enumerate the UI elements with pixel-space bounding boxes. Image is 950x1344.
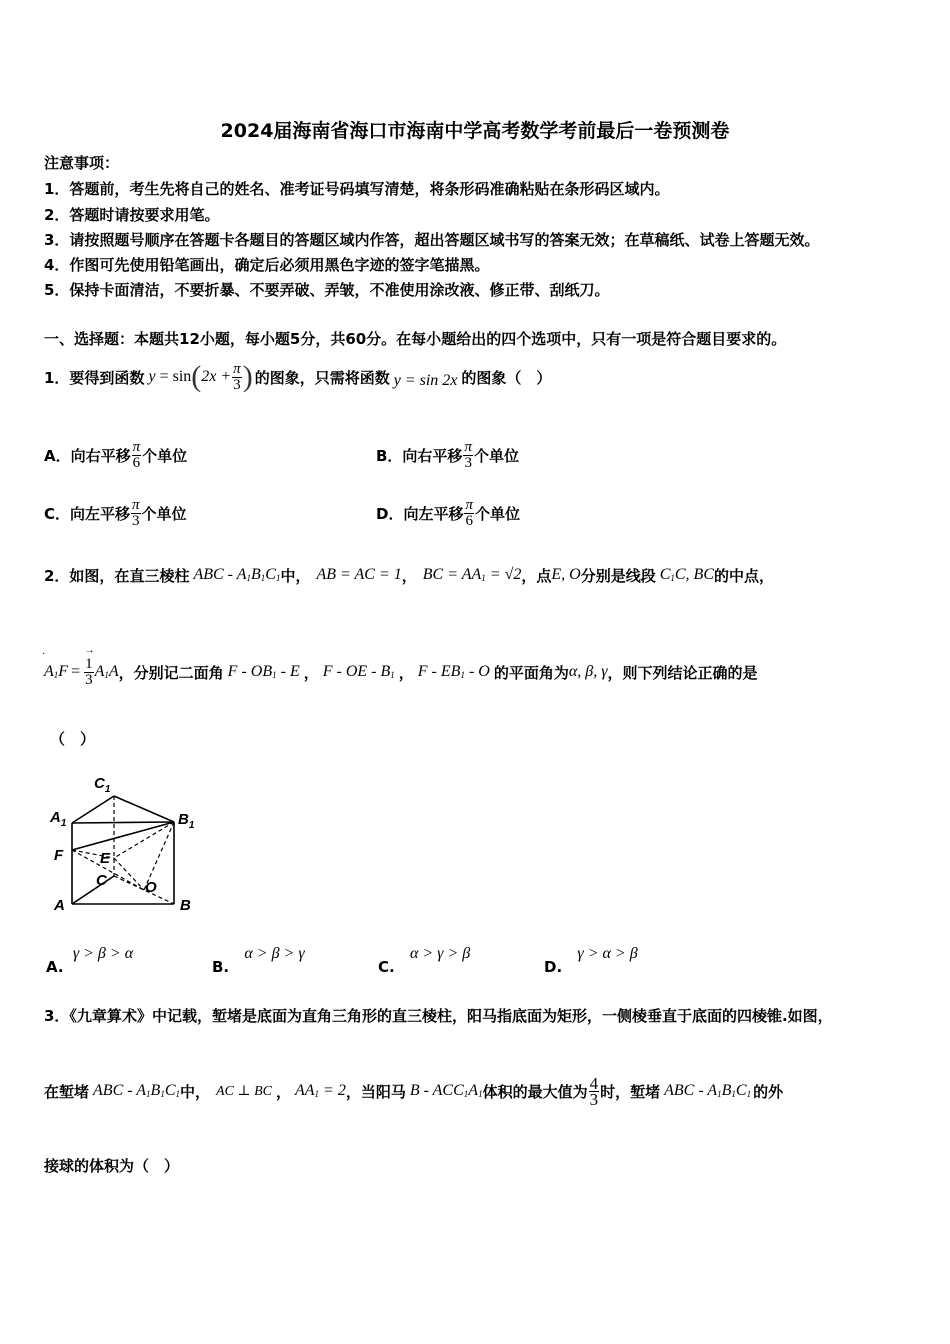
q2-option-a: A. γ > β > α — [46, 945, 134, 976]
q1-suffix: 的图象（ ） — [461, 368, 552, 387]
q2-vector-line: · $A_1F$ = $\frac{1}{3}$ → $A_1A$ ，分别记二面角 F - $OB_1$ - E ， F - OE - $B_1$ ， F - $EB_1$ - O 的平面角为 α, β, γ ，则下列结论正确的是 — [42, 645, 758, 688]
q2-dihedral-2: F - OE - $B_1$ — [322, 663, 395, 680]
q1-prefix: 1．要得到函数 — [44, 368, 145, 387]
q2-points: E, O — [551, 566, 581, 583]
section-heading: 一、选择题：本题共12小题，每小题5分，共60分。在每小题给出的四个选项中，只有一项是符合题目要求的。 — [44, 330, 787, 348]
label-b1: $B_1$ — [178, 811, 195, 831]
q3-aa1: $AA_1 = 2$ — [294, 1082, 346, 1099]
notice-heading: 注意事项： — [44, 154, 120, 172]
notice-item: 5．保持卡面清洁，不要折暴、不要弄破、弄皱，不准使用涂改液、修正带、刮纸刀。 — [44, 281, 610, 299]
edge-c1-b1 — [114, 796, 174, 822]
q2-cond1: AB = AC = 1 — [316, 566, 402, 583]
q3-four-thirds: $\frac{4}{3}$ — [589, 1073, 599, 1109]
question-3: 3．《九章算术》中记载，堑堵是底面为直角三角形的直三棱柱，阳马指底面为矩形，一侧棱垂直于底面的四棱锥.如图， — [44, 1007, 833, 1025]
label-f: F — [54, 847, 64, 864]
q2-prism: ABC - $A_1B_1C_1$ — [193, 566, 281, 583]
q2-option-c: C. α > γ > β — [378, 945, 471, 976]
q2-vec-rhs: → $A_1A$ — [84, 645, 119, 680]
label-a: A — [54, 897, 65, 914]
label-c: C — [96, 872, 107, 889]
q2-dihedral-3: F - $EB_1$ - O — [417, 663, 490, 680]
q3-prism-2: ABC - $A_1B_1C_1$ — [664, 1082, 752, 1099]
line-b1-e — [114, 822, 174, 858]
q1-mid: 的图象，只需将函数 — [254, 368, 390, 387]
q3-pyramid: B - $ACC_1A_1$ — [409, 1082, 483, 1099]
notice-item: 4．作图可先使用铅笔画出，确定后必须用黑色字迹的签字笔描黑。 — [44, 256, 490, 274]
q2-angles: α, β, γ — [568, 663, 608, 680]
line-e-o — [114, 858, 144, 890]
page-title: 2024届海南省海口市海南中学高考数学考前最后一卷预测卷 — [220, 120, 730, 142]
q1-option-b: B．向右平移 $\frac{\pi}{3}$ 个单位 — [376, 439, 519, 471]
notice-item: 3．请按照题号顺序在答题卡各题目的答题区域内作答，超出答题区域书写的答案无效；在草稿纸、试卷上答题无效。 — [44, 231, 820, 249]
notice-item: 2．答题时请按要求用笔。 — [44, 206, 220, 224]
q2-option-d: D. γ > α > β — [544, 945, 638, 976]
q1-func-arg: 2x + — [201, 368, 232, 385]
q1-option-d: D．向左平移 $\frac{\pi}{6}$ 个单位 — [376, 497, 520, 529]
q1-option-a: A．向右平移 $\frac{\pi}{6}$ 个单位 — [44, 439, 188, 471]
edge-a-c — [72, 876, 114, 904]
line-f-b1 — [72, 822, 174, 850]
question-1 — [44, 357, 551, 397]
q1-option-c: C．向左平移 $\frac{\pi}{3}$ 个单位 — [44, 497, 187, 529]
label-o: O — [145, 879, 157, 896]
q3-prism: ABC - $A_1B_1C_1$ — [93, 1082, 180, 1099]
q1-right-paren: ) — [242, 360, 253, 393]
q2-cond2: BC = $AA_1 = √2$ — [422, 566, 522, 583]
label-e: E — [100, 850, 111, 867]
q3-line-2: 在堑堵 ABC - $A_1B_1C_1$ 中， AC ⊥ BC ， $AA_1 = 2$ ，当阳马 B - $ACC_1A_1$ 体积的最大值为 $\frac{4}{3}$ 时，堑堵 ABC - $A_1B_1C_1$ 的外 — [44, 1073, 784, 1109]
prism-figure — [44, 770, 214, 915]
label-a1: $A_1$ — [50, 809, 67, 829]
q3-line-3: 接球的体积为（ ） — [44, 1157, 180, 1175]
label-b: B — [180, 897, 191, 914]
q2-one-third: $\frac{1}{3}$ — [85, 655, 93, 688]
edge-a1-c1 — [72, 796, 114, 823]
q1-func2: y = sin 2x — [393, 372, 458, 389]
q2-vec-lhs: · $A_1F$ — [42, 649, 69, 680]
q2-dihedral-1: F - $OB_1$ - E — [227, 663, 300, 680]
q1-func-y: y — [148, 368, 156, 385]
q1-pi-over-3: $\frac{\pi}{3}$ — [233, 360, 241, 393]
q1-func-sin: = sin — [159, 368, 192, 385]
question-2: 2．如图，在直三棱柱 ABC - $A_1B_1C_1$ 中， AB = AC = 1 ， BC = $AA_1 = √2$ ，点 E, O 分别是线段 $C_1C$, BC 的中点， — [44, 566, 775, 585]
label-c1: $C_1$ — [94, 775, 111, 795]
q3-perp: AC ⊥ BC — [216, 1083, 272, 1099]
q2-paren: （ ） — [50, 730, 96, 748]
edge-a1-b1 — [72, 822, 174, 823]
notice-item: 1．答题前，考生先将自己的姓名、准考证号码填写清楚，将条形码准确粘贴在条形码区域内。 — [44, 180, 670, 198]
q2-segments: $C_1C$, BC — [659, 566, 714, 583]
q2-option-b: B. α > β > γ — [212, 945, 305, 976]
q1-left-paren: ( — [191, 360, 202, 393]
